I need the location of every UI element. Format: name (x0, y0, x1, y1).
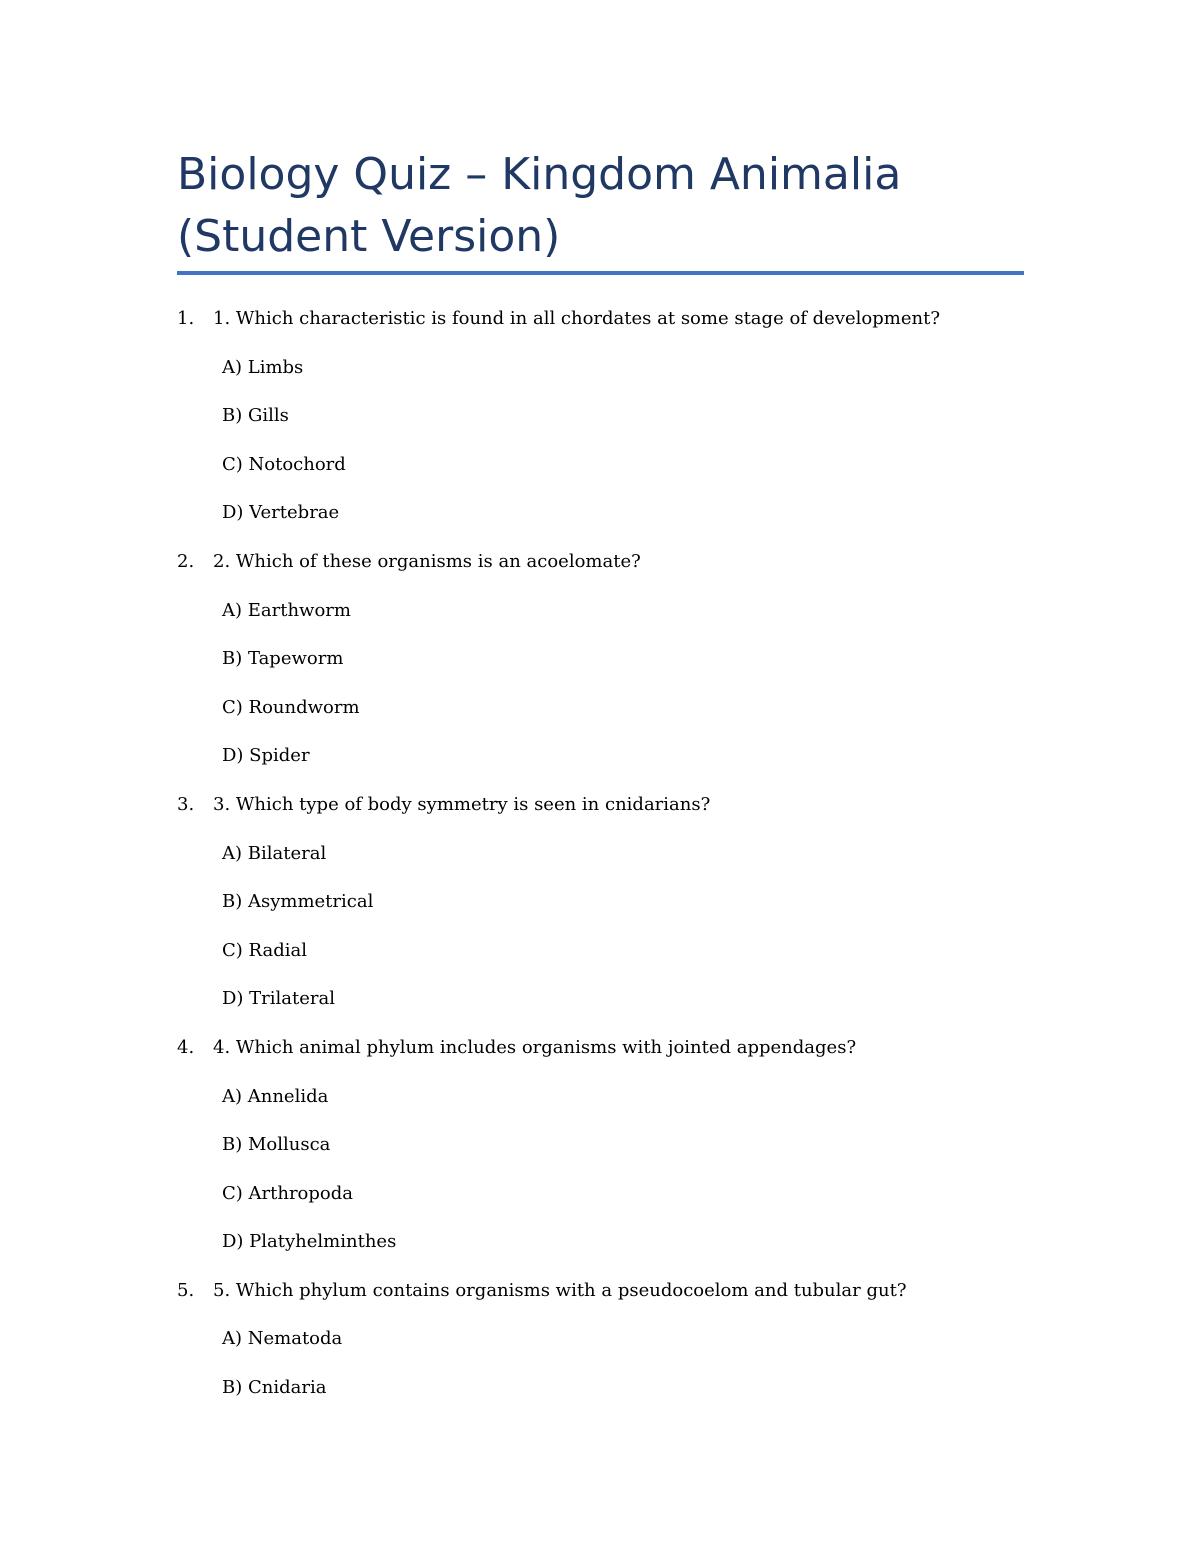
answer-option: C) Arthropoda (222, 1182, 354, 1204)
title-underline (177, 271, 1024, 275)
question-item (0, 1278, 1200, 1424)
question-text: 4. Which animal phylum includes organisms with jointed appendages? (213, 1036, 857, 1058)
answer-option: A) Limbs (222, 356, 304, 378)
answer-option: D) Platyhelminthes (222, 1231, 397, 1253)
question-number: 4. (177, 1036, 195, 1058)
question-item (0, 1035, 1200, 1278)
question-number: 3. (177, 793, 195, 815)
question-item (0, 549, 1200, 792)
answer-option: D) Spider (222, 745, 310, 767)
option-list (0, 1084, 1200, 1278)
answer-option: B) Tapeworm (222, 648, 344, 670)
document-title: Biology Quiz – Kingdom Animalia (Student Version) (177, 149, 902, 262)
question-list (0, 306, 1200, 1424)
option-list (0, 1326, 1200, 1423)
answer-option: A) Earthworm (222, 599, 351, 621)
answer-option: B) Cnidaria (222, 1377, 327, 1399)
option-list (0, 355, 1200, 549)
answer-option: C) Notochord (222, 453, 346, 475)
question-line (0, 1278, 1200, 1327)
question-text: 3. Which type of body symmetry is seen in cnidarians? (213, 793, 711, 815)
question-line (0, 549, 1200, 598)
option-list (0, 598, 1200, 792)
option-list (0, 841, 1200, 1035)
answer-option: A) Bilateral (222, 842, 327, 864)
answer-option: D) Trilateral (222, 988, 336, 1010)
answer-option: C) Radial (222, 939, 307, 961)
question-item (0, 792, 1200, 1035)
answer-option: D) Vertebrae (222, 502, 340, 524)
answer-option: B) Mollusca (222, 1134, 331, 1156)
answer-option: A) Annelida (222, 1085, 329, 1107)
question-item (0, 306, 1200, 549)
question-text: 2. Which of these organisms is an acoelomate? (213, 550, 641, 572)
question-text: 1. Which characteristic is found in all chordates at some stage of development? (213, 308, 940, 329)
question-line (0, 792, 1200, 841)
question-line (0, 1035, 1200, 1084)
answer-option: B) Asymmetrical (222, 891, 374, 913)
question-line (0, 306, 1200, 355)
question-text: 5. Which phylum contains organisms with a pseudocoelom and tubular gut? (213, 1279, 907, 1301)
answer-option: B) Gills (222, 405, 289, 427)
answer-option: C) Roundworm (222, 696, 360, 718)
answer-option: A) Nematoda (222, 1328, 343, 1350)
question-number: 2. (177, 550, 195, 572)
question-number: 1. (177, 308, 195, 329)
question-number: 5. (177, 1279, 195, 1301)
